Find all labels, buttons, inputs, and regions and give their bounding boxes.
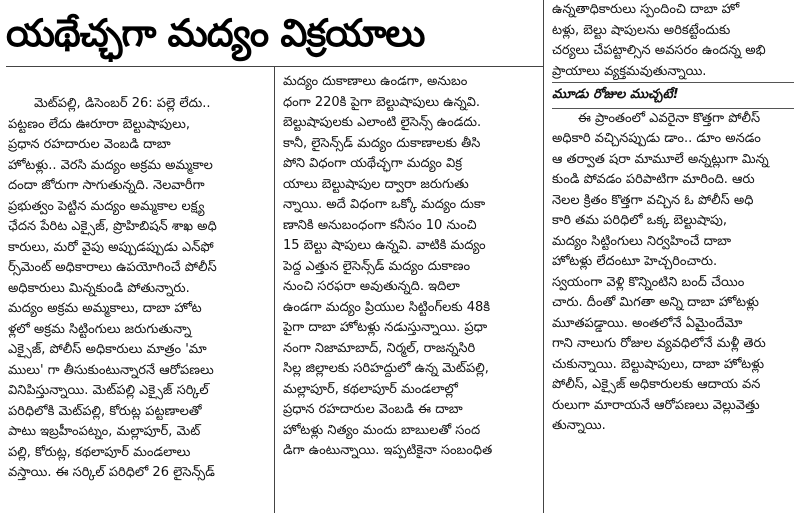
article-line: కుండి పోవడం పరిపాటిగా మారింది. ఆరు [552, 172, 755, 187]
article-line: టళ్లు, బెల్టు షాపులను అరికట్టేందుకు [552, 22, 731, 38]
article-line: కారి తమ పరిధిలో ఒక్క బెల్టుషాపు, [552, 213, 728, 228]
article-line: ప్రభుత్వం పెట్టిన మద్యం అమ్మకాల లక్ష్య [8, 198, 205, 214]
article-column-3 [552, 0, 794, 510]
article-line: మల్లాపూర్, కథలాపూర్ మండలాల్లో [283, 381, 458, 397]
article-line: హోటళ్లు.. వెరసి మద్యం అక్రమ అమ్మకాల [8, 157, 213, 173]
article-line: కానీ, లైసెన్స్‌డ్ మద్యం దుకాణాలకు తీసి [283, 135, 481, 151]
article-line: ములు' గా తీసుకుంటున్నారనే ఆరోపణలు [8, 362, 214, 378]
article-line: పల్లి, కోరుట్ల, కథలాపూర్ మండలాలు [8, 444, 191, 460]
article-line: ఉన్నతాధికారులు స్పందించి దాబా హో [552, 2, 740, 17]
article-line: ఛేదన పేరిట ఎక్సైజ్, ప్రొహిబిషన్ శాఖ అధి [8, 219, 217, 234]
column-divider-2 [543, 0, 544, 513]
article-line: మద్యం అక్రమ అమ్మకాలు, దాబా హోట [8, 301, 202, 316]
article-line: యాలు బెల్టుషాపుల ద్వారా జరుగుతు [283, 176, 469, 192]
article-line: అధికారులు మిన్నకుండి పోతున్నారు. [8, 280, 190, 296]
article-line: గాని నాలుగు రోజుల వ్యవధిలోనే మళ్లీ తెరు [552, 336, 766, 351]
article-line: ఆ తర్వాత షరా మామూలే అన్నట్లుగా మిన్న [552, 151, 769, 167]
article-line: మెట్‌పల్లి, డిసెంబర్ 26: పల్లె లేదు.. [34, 96, 211, 111]
article-line: నంగా నిజామాబాద్, నిర్మల్, రాజన్నసిరి [283, 340, 476, 356]
article-line: పట్టణం లేదు ఊరూరా బెల్టుషాపులు, [8, 116, 190, 132]
article-line: నుంచి సరఫరా అవుతున్నది. ఇదిలా [283, 279, 460, 294]
article-line: ణానికి అనుబంధంగా కనీసం 10 నుంచి [283, 217, 477, 233]
headline: యథేచ్ఛగా మద్యం విక్రయాలు [6, 11, 425, 55]
article-line: ఉండగా మద్యం ప్రియుల సిట్టింగ్‌లకు 48కి [283, 299, 491, 315]
article-line: వస్తాయి. ఈ సర్కిల్ పరిధిలో 26 లైసెన్స్‌డ్ [8, 465, 215, 480]
article-line: పాటు ఇబ్రహీంపట్నం, మల్లాపూర్, మెట్ [8, 424, 201, 439]
article-line: కారులు, మరో వైపు అప్పుడప్పుడు ఎన్‌ఫో [8, 239, 214, 255]
article-column-1 [8, 94, 266, 510]
article-line: హోటళ్లు నిత్యం మందు బాబులతో సంద [283, 422, 481, 438]
article-line: చర్యలు చేపట్టాల్సిన అవసరం ఉందన్న అభి [552, 43, 766, 58]
article-line: మద్యం దుకాణాలు ఉండగా, అనుబం [283, 74, 468, 89]
article-line: ప్రాయాలు వ్యక్తమవుతున్నాయి. [552, 63, 707, 79]
article-line: మూతపడ్డాయి. అంతలోనే ఏమైందేమో [552, 315, 743, 331]
article-line: పోని విధంగా యథేచ్ఛగా మద్యం విక్ర [283, 156, 463, 171]
article-line: ప్రధాన రహదారుల వెంబడి దాబా [8, 137, 171, 152]
article-line: ప్రధాన రహదారుల వెంబడి ఈ దాబా [283, 402, 463, 417]
article-line: ళ్లలో అక్రమ సిట్టింగులు జరుగుతున్నా [8, 321, 192, 337]
article-column-2 [283, 72, 535, 510]
article-line: పైగా దాబా హోటళ్లు నడుస్తున్నాయి. ప్రధా [283, 320, 488, 335]
article-line: ర్స్‌మెంట్ అధికారాలు ఉపయోగించే పోలీస్ [8, 260, 217, 275]
article-line: న్నాయి. అదే విధంగా ఒక్కో మద్యం దుకా [283, 197, 486, 212]
article-line: పరిధిలోకి మెట్‌పల్లి, కోరుట్ల పట్టణాలతో [8, 403, 202, 419]
article-line: ఎక్సైజ్, పోలీస్ అధికారులు మాత్రం 'మా [8, 342, 207, 357]
article-line: డిగా ఉంటున్నాయి. ఇప్పటికైనా సంబంధిత [283, 443, 493, 458]
article-line: పోలీస్, ఎక్సైజ్ అధికారులకు ఆదాయ వన [552, 377, 761, 392]
article-line: చారు. దీంతో మిగతా అన్ని దాబా హోటళ్లు [552, 295, 759, 310]
article-line: హోటళ్లు లేదంటూ హెచ్చరించారు. [552, 254, 718, 269]
article-line: బెల్టుషాపులకు ఎలాంటి లైసెన్స్ ఉండదు. [283, 115, 482, 130]
article-line: అధికారి వచ్చినప్పుడు డాం.. డూం అనడం [552, 131, 761, 146]
article-line: తున్నాయి. [552, 418, 606, 433]
article-line: చుకున్నాయి. బెల్టుషాపులు, దాబా హోటళ్లు [552, 356, 765, 372]
section-subhead: మూడు రోజుల ముచ్చటే! [552, 82, 794, 109]
article-line: ధంగా 220కి పైగా బెల్టుషాపులు ఉన్నవి. [283, 94, 480, 110]
article-line: ఈ ప్రాంతంలో ఎవరైనా కొత్తగా పోలీస్ [578, 110, 761, 126]
article-line: సిల్ల జిల్లాలకు సరిహద్దులో ఉన్న మెట్‌పల్లి, [283, 361, 489, 376]
article-line: రులుగా మారాయనే ఆరోపణలు వెల్లువెత్తు [552, 397, 760, 413]
article-line: మద్యం సిట్టింగులు నిర్వహించే దాబా [552, 233, 732, 249]
article-line: దందా జోరుగా సాగుతున్నది. నెలవారీగా [8, 178, 205, 193]
column-divider-1 [274, 66, 275, 513]
article-line: పెద్ద ఎత్తున లైసెన్స్‌డ్ మద్యం దుకాణం [283, 258, 471, 274]
article-line: నెలల క్రితం కొత్తగా వచ్చిన ఓ పోలీస్ అధి [552, 192, 754, 208]
article-line: 15 బెల్టు షాపులు ఉన్నవి. వాటికి మద్యం [283, 238, 486, 253]
article-line: వినిపిస్తున్నాయి. మెట్‌పల్లి ఎక్సైజ్ సర్కిల్ [8, 383, 209, 398]
article-line: స్వయంగా వెళ్లి కొన్నింటిని బంద్ చేయిం [552, 274, 745, 290]
